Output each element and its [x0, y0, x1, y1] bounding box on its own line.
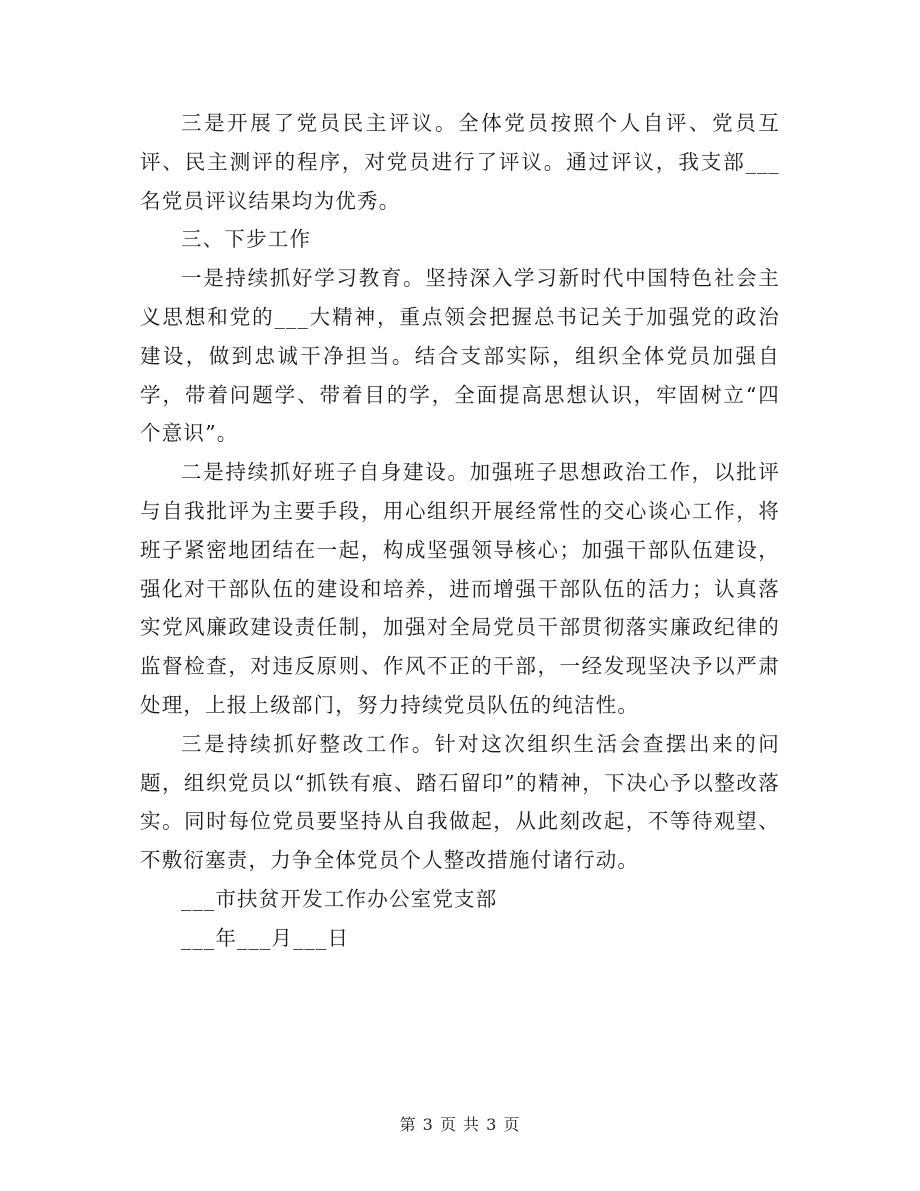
paragraph-democratic-review: 三是开展了党员民主评议。全体党员按照个人自评、党员互评、民主测评的程序，对党员进行了评议。通过评议，我支部___名党员评议结果均为优秀。 — [140, 111, 780, 213]
paragraph-rectification: 三是持续抓好整改工作。针对这次组织生活会查摆出来的问题，组织党员以“抓铁有痕、踏石留印”的精神，下决心予以整改落实。同时每位党员要坚持从自我做起，从此刻改起，不等待观望、不敷衍塞责，力争全体党员个人整改措施付诸行动。 — [140, 731, 780, 873]
signature-organization: ___市扶贫开发工作办公室党支部 — [181, 886, 498, 911]
section-heading-next-steps: 三、下步工作 — [181, 227, 312, 252]
document-body — [140, 104, 780, 958]
page-number-footer: 第 3 页 共 3 页 — [399, 1115, 521, 1134]
signature-date: ___年___月___日 — [181, 925, 350, 950]
paragraph-team-building: 二是持续抓好班子自身建设。加强班子思想政治工作，以批评与自我批评为主要手段，用心组织开展经常性的交心谈心工作，将班子紧密地团结在一起，构成坚强领导核心；加强干部队伍建设，强化对干部队伍的建设和培养，进而增强干部队伍的活力；认真落实党风廉政建设责任制，加强对全局党员干部贯彻落实廉政纪律的监督检查，对违反原则、作风不正的干部，一经发现坚决予以严肃处理，上报上级部门，努力持续党员队伍的纯洁性。 — [140, 460, 780, 717]
paragraph-study-education: 一是持续抓好学习教育。坚持深入学习新时代中国特色社会主义思想和党的___大精神，重点领会把握总书记关于加强党的政治建设，做到忠诚干净担当。结合支部实际，组织全体党员加强自学，带着问题学、带着目的学，全面提高思想认识，牢固树立“四个意识”。 — [140, 266, 780, 446]
